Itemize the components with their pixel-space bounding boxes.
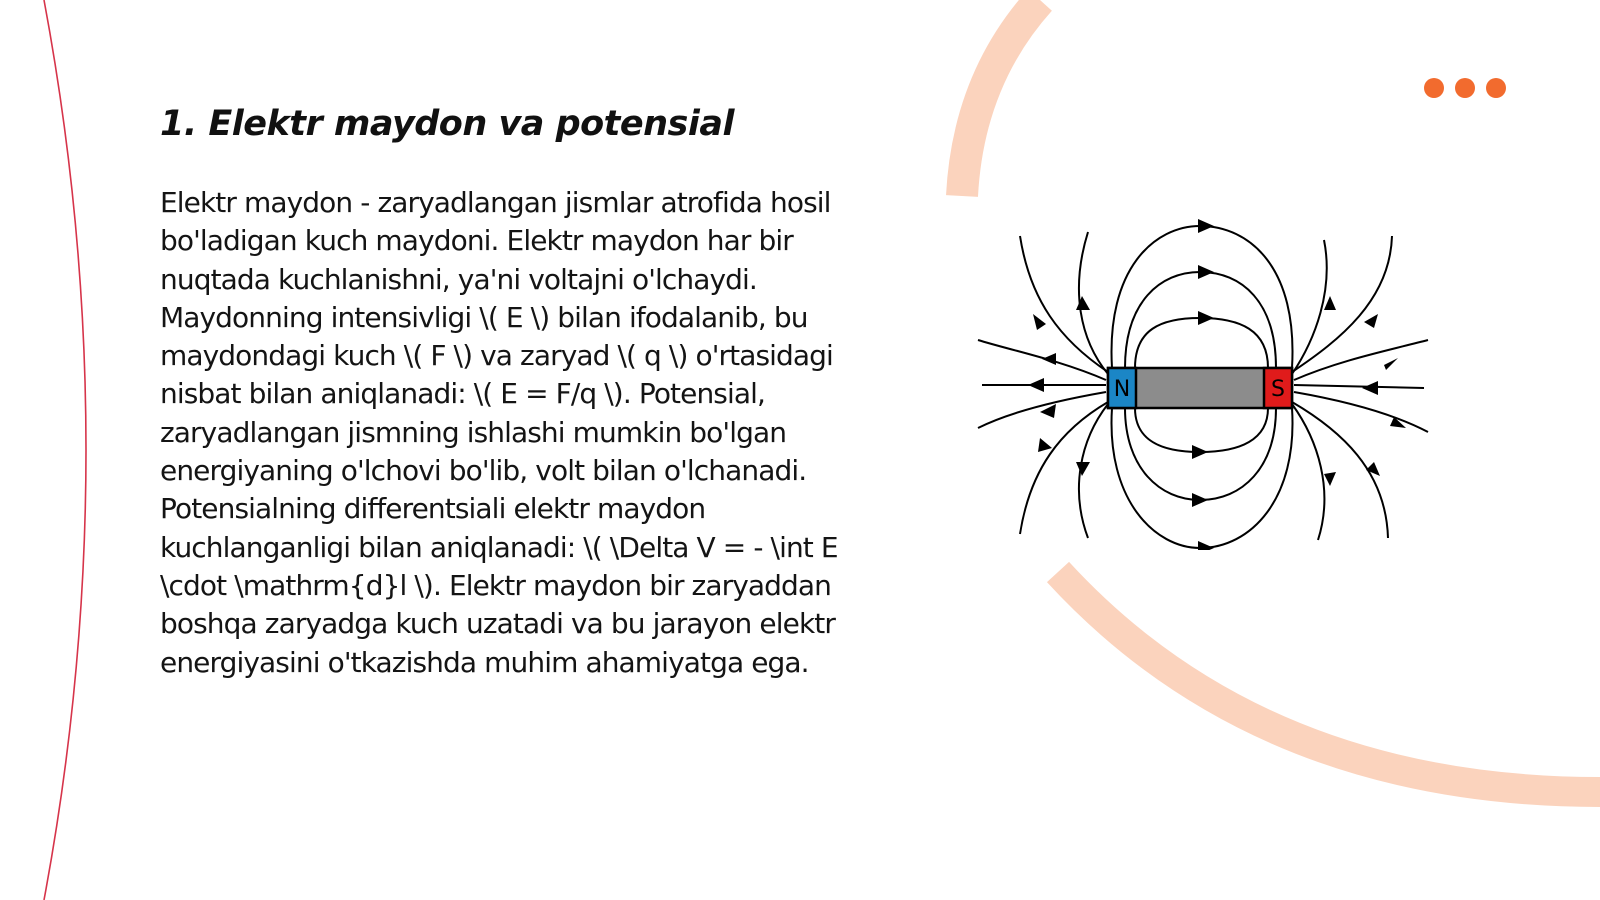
slide-title: 1. Elektr maydon va potensial bbox=[160, 104, 735, 144]
more-dots-icon bbox=[1424, 78, 1514, 100]
decorative-arc-top bbox=[962, 0, 1040, 196]
dot bbox=[1455, 78, 1475, 98]
dot bbox=[1486, 78, 1506, 98]
decorative-arc-bottom bbox=[1058, 572, 1600, 792]
left-edge-curve bbox=[44, 0, 86, 900]
north-pole-label: N bbox=[1113, 377, 1131, 402]
dot bbox=[1424, 78, 1444, 98]
bar-magnet bbox=[1108, 368, 1292, 408]
south-pole-label: S bbox=[1271, 377, 1285, 402]
slide-paragraph: Elektr maydon - zaryadlangan jismlar atrofida hosil bo'ladigan kuch maydoni. Elektr maydon har bir nuqtada kuchlanishni, ya'ni voltajni o'lchaydi. Maydonning intensivligi \( E \) bilan ifodalanib, bu maydondagi kuch \( F \) va zaryad \( q \) o'rtasidagi nisbat bilan aniqlanadi: \( E = F/q \). Potensial, zaryadlangan jismning ishlashi mumkin bo'lgan energiyaning o'lchovi bo'lib, volt bilan o'lchanadi. Potensialning differentsiali elektr maydon kuchlanganligi bilan aniqlanadi: \( \Delta V = - \int E \cdot \mathrm{d}l \). Elektr maydon bir zaryaddan boshqa zaryadga kuch uzatadi va bu jarayon elektr energiyasini o'tkazishda muhim ahamiyatga ega. bbox=[160, 186, 838, 679]
magnet-field-diagram bbox=[970, 210, 1430, 550]
